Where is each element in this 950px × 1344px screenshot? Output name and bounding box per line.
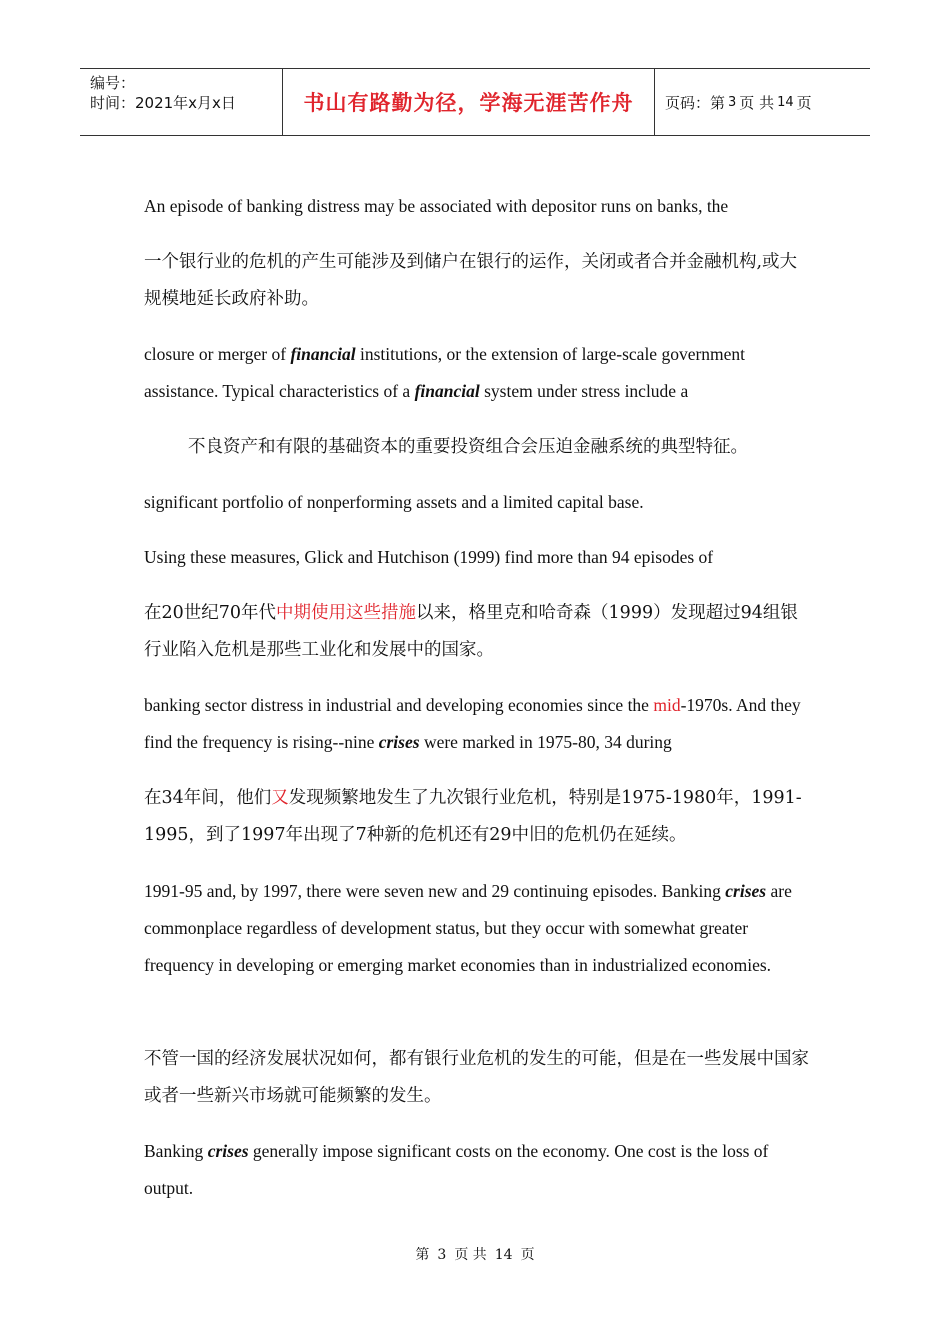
paragraph-en-3: significant portfolio of nonperforming assets and a limited capital base. [144,492,644,512]
text-run: were marked in 1975-80, 34 during [419,732,672,752]
header-page-total: 14 [777,94,794,110]
emphasis-crises: crises [378,732,420,752]
footer-mid: 页 共 [454,1247,487,1263]
footer-current: 3 [437,1247,447,1263]
header-number-label: 编号： [90,74,136,92]
text-run: generally impose significant costs on the economy. One cost is the loss of output. [144,1141,769,1198]
paragraph-zh-3 [144,595,814,669]
highlight-red: mid [653,695,681,715]
paragraph-zh-5: 不管一国的经济发展状况如何，都有银行业危机的发生的可能，但是在一些发展中国家或者一些新兴市场就可能频繁的发生。 [144,1049,809,1106]
text-run: banking sector distress in industrial and developing economies since the [144,695,654,715]
footer-prefix: 第 [415,1247,430,1263]
page-header [80,68,870,136]
header-time-label: 时间：2021年x月x日 [90,94,236,112]
paragraph-zh-1: 一个银行业的危机的产生可能涉及到储户在银行的运作，关闭或者合并金融机构,或大规模地延长政府补助。 [144,252,798,309]
text-run: institutions, or the extension of large-scale government assistance. Typical characteristics of a [144,344,746,401]
header-page-info [655,69,870,135]
emphasis-financial: financial [290,344,356,364]
text-run: 在34年间，他们 [144,788,272,808]
text-run: are commonplace regardless of development status, but they occur with somewhat greater frequency in developing or emerging market economies than in industrialized economies. [144,881,792,975]
text-run: 在20世纪70年代 [144,603,277,623]
paragraph-en-2 [144,336,814,410]
text-run: 发现频繁地发生了九次银行业危机，特别是1975-1980年，1991-1995，到了1997年出现了7种新的危机还有29中旧的危机仍在延续。 [144,788,802,845]
text-run: 1991-95 and, by 1997, there were seven new and 29 continuing episodes. Banking [144,881,726,901]
header-page-mid: 页 共 [739,93,775,112]
text-run: -1970s. And they find the frequency is rising--nine [144,695,801,752]
text-run: 以来，格里克和哈奇森（1999）发现超过94组银行业陷入危机是那些工业化和发展中的国家。 [144,603,798,660]
page-footer [0,1244,950,1264]
paragraph-en-6 [144,873,814,984]
emphasis-crises: crises [725,881,767,901]
text-run: closure or merger of [144,344,291,364]
highlight-red: 中期使用这些措施 [276,603,417,623]
header-meta [80,69,282,135]
footer-suffix: 页 [520,1247,535,1263]
paragraph-en-7 [144,1133,814,1207]
paragraph-en-4: Using these measures, Glick and Hutchison (1999) find more than 94 episodes of [144,547,714,567]
header-motto: 书山有路勤为径，学海无涯苦作舟 [303,90,634,115]
highlight-red: 又 [271,788,289,808]
header-page-suffix: 页 [796,93,812,112]
footer-total: 14 [494,1247,513,1263]
header-page-current: 3 [728,94,737,110]
emphasis-crises: crises [207,1141,249,1161]
text-run: Banking [144,1141,208,1161]
paragraph-en-1: An episode of banking distress may be associated with depositor runs on banks, the [144,196,729,216]
paragraph-en-5 [144,687,814,761]
header-page-prefix: 页码：第 [665,93,726,112]
text-run: system under stress include a [479,381,689,401]
paragraph-zh-4 [144,780,814,854]
paragraph-zh-2: 不良资产和有限的基础资本的重要投资组合会压迫金融系统的典型特征。 [188,437,748,457]
header-motto-cell [282,69,655,135]
emphasis-financial: financial [414,381,480,401]
